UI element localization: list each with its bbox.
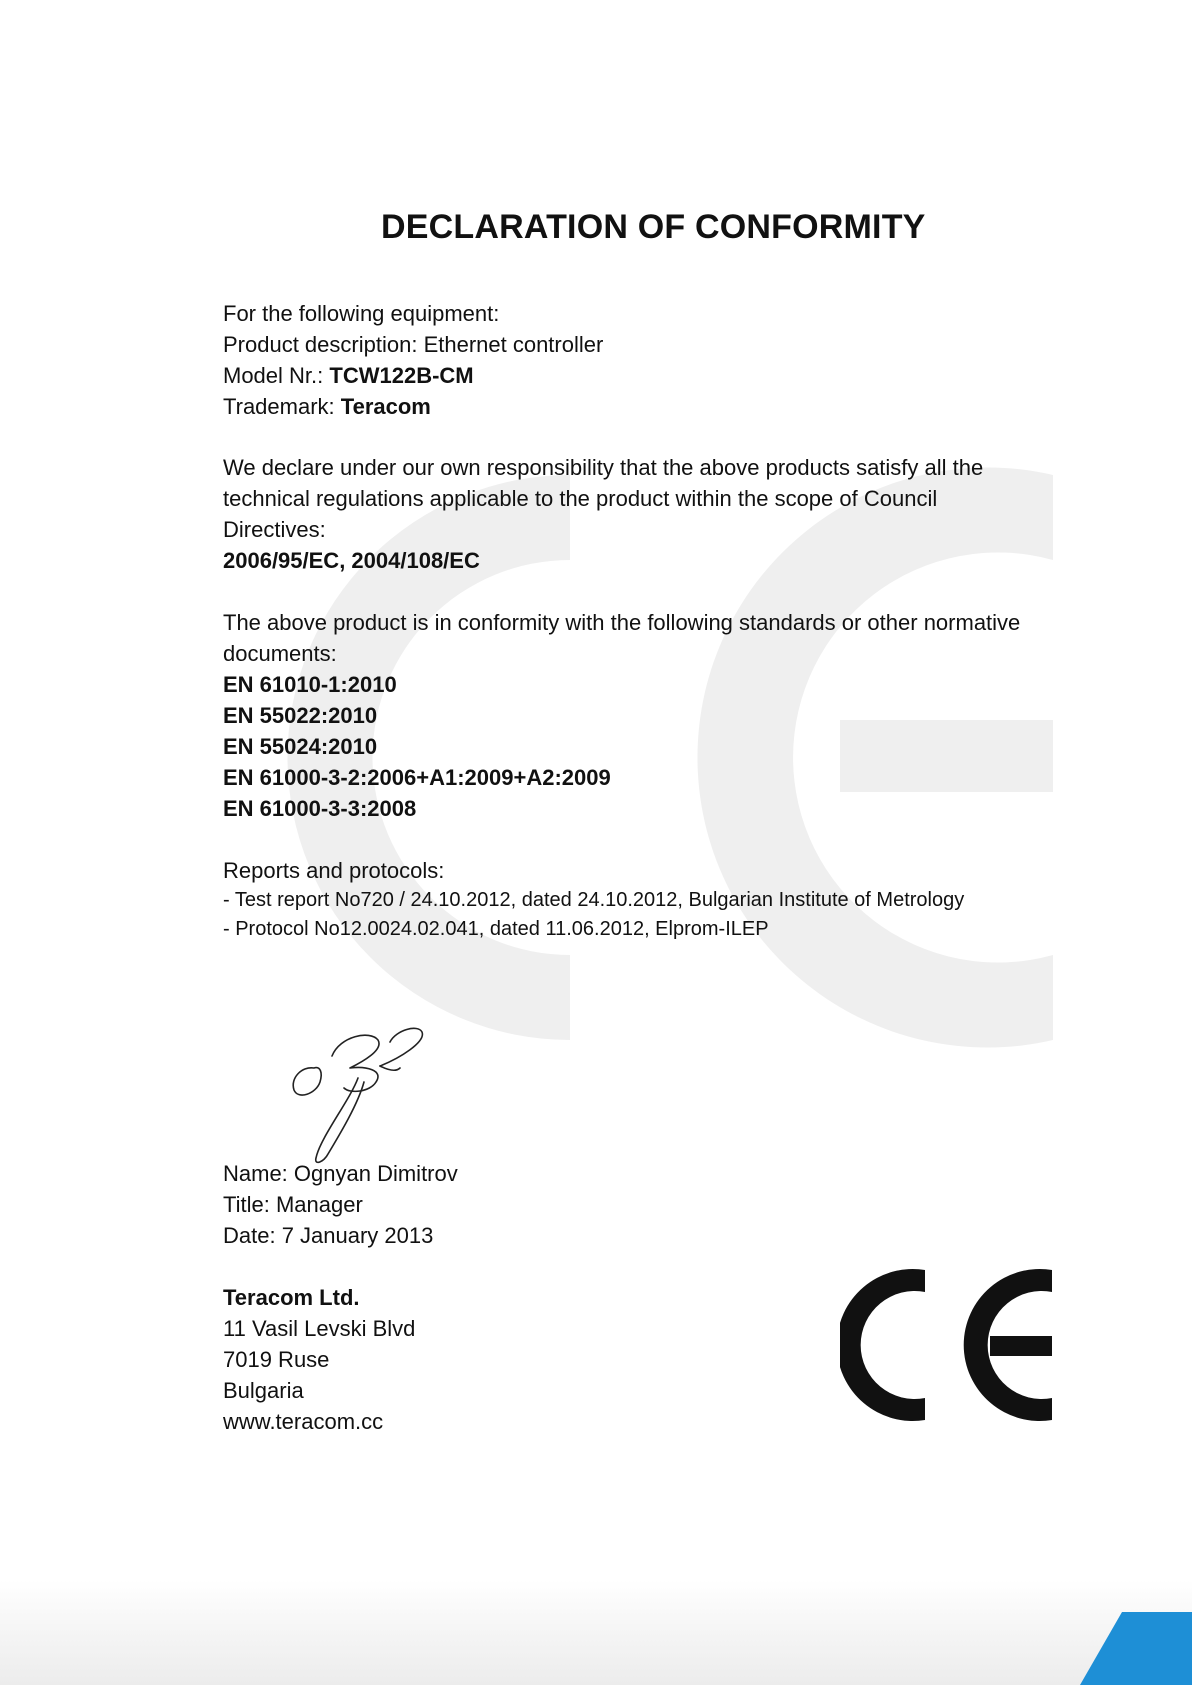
directives-list: 2006/95/EC, 2004/108/EC (223, 548, 480, 573)
standards-text-line-1: The above product is in conformity with the following standards or other normative (223, 610, 1021, 635)
company-address-line: 7019 Ruse (223, 1347, 330, 1372)
product-value: Ethernet controller (423, 332, 604, 357)
company-website: www.teracom.cc (223, 1409, 384, 1434)
standard-item: EN 61000-3-2:2006+A1:2009+A2:2009 (223, 765, 611, 790)
company-name: Teracom Ltd. (223, 1285, 360, 1310)
footer-band (0, 1580, 1192, 1685)
model-label: Model Nr.: (223, 363, 324, 388)
standard-item: EN 55022:2010 (223, 703, 378, 728)
reports-heading: Reports and protocols: (223, 858, 445, 883)
trademark (223, 391, 603, 422)
trademark-value: Teracom (340, 394, 431, 419)
product-label: Product description: (223, 332, 418, 357)
trademark-label: Trademark: (223, 394, 335, 419)
company-section (223, 1282, 415, 1437)
model-number (223, 360, 603, 391)
signatory-date: Date: 7 January 2013 (223, 1223, 434, 1248)
standards-text-line-2: documents: (223, 641, 337, 666)
declaration-text-line-3: Directives: (223, 517, 326, 542)
standards-section (223, 607, 1020, 824)
declaration-text-line-2: technical regulations applicable to the product within the scope of Council (223, 486, 938, 511)
signatory-name: Name: Ognyan Dimitrov (223, 1161, 458, 1186)
equipment-section (223, 298, 603, 422)
equipment-intro: For the following equipment: (223, 301, 500, 326)
reports-section (223, 855, 964, 944)
ce-mark-logo (840, 1268, 1060, 1423)
standard-item: EN 61010-1:2010 (223, 672, 397, 697)
product-description (223, 329, 603, 360)
signature (280, 1008, 460, 1168)
footer-accent-shape (1080, 1612, 1192, 1685)
signatory-title: Title: Manager (223, 1192, 363, 1217)
report-item: - Protocol No12.0024.02.041, dated 11.06.2012, Elprom-ILEP (223, 918, 769, 940)
company-address-line: 11 Vasil Levski Blvd (223, 1316, 416, 1341)
report-item: - Test report No720 / 24.10.2012, dated 24.10.2012, Bulgarian Institute of Metrology (223, 889, 965, 911)
standard-item: EN 55024:2010 (223, 734, 378, 759)
declaration-text-line-1: We declare under our own responsibility that the above products satisfy all the (223, 455, 984, 480)
model-value: TCW122B-CM (329, 363, 474, 388)
company-country: Bulgaria (223, 1378, 304, 1403)
declaration-section (223, 452, 983, 576)
standard-item: EN 61000-3-3:2008 (223, 796, 417, 821)
document-title: DECLARATION OF CONFORMITY (381, 208, 926, 246)
signatory-section (223, 1158, 458, 1251)
